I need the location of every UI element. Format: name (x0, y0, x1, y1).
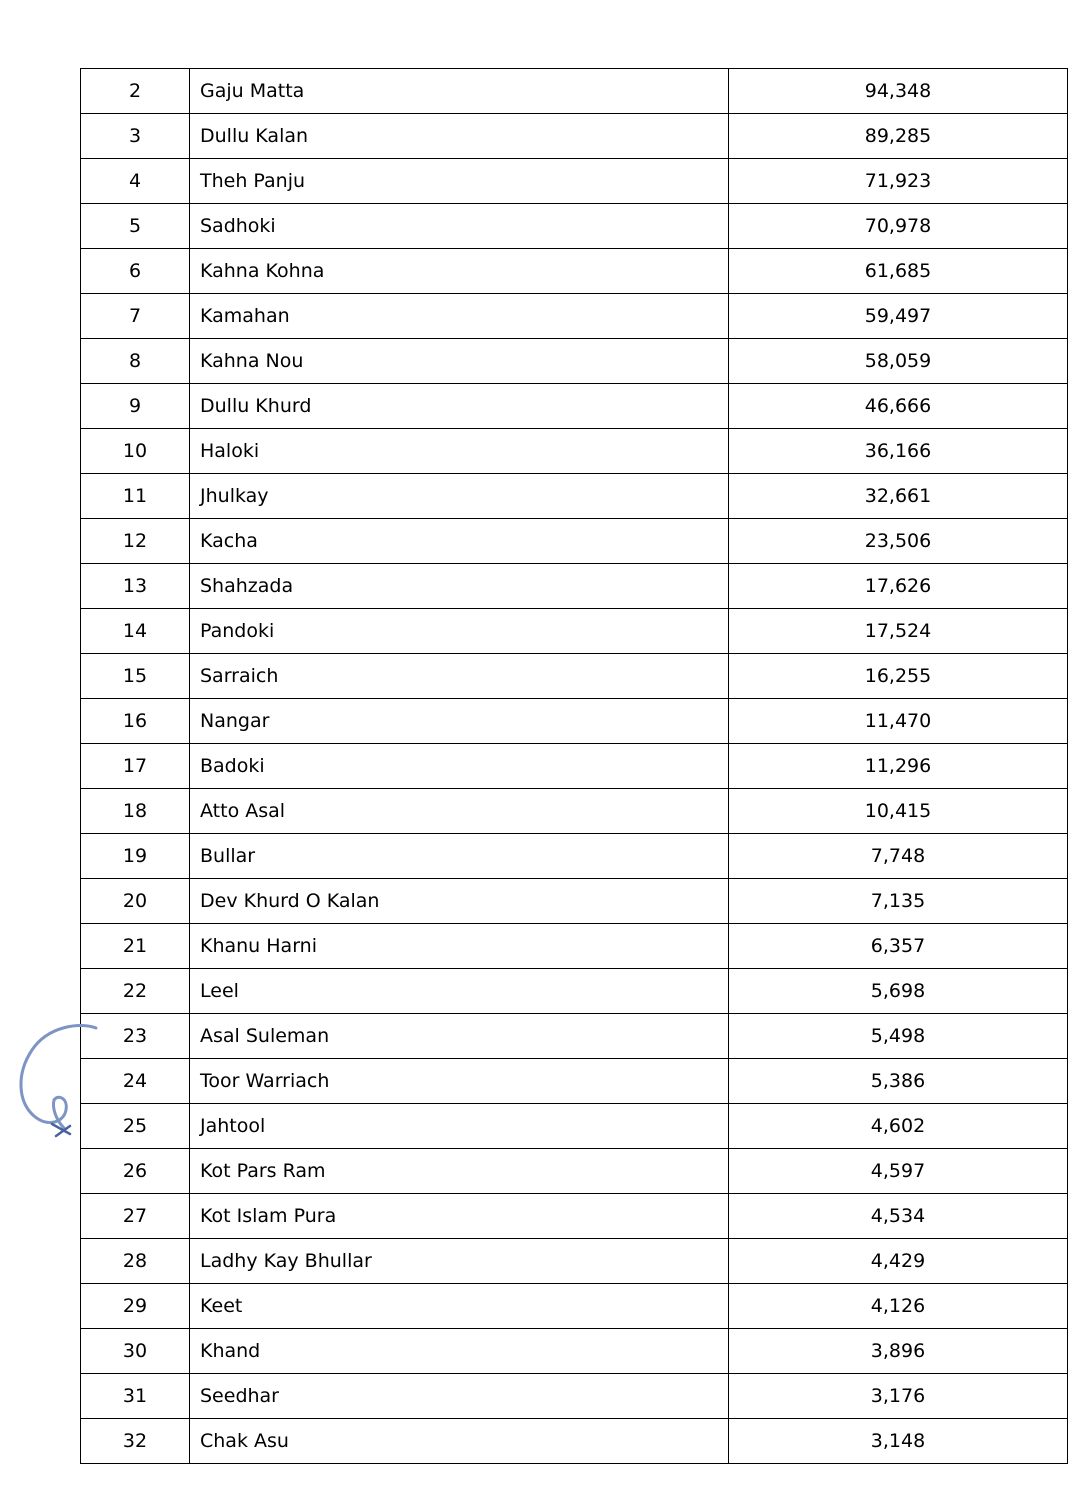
cell-rank: 32 (81, 1419, 190, 1464)
table-row (81, 609, 1068, 654)
cell-value: 4,534 (729, 1194, 1068, 1239)
cell-rank: 16 (81, 699, 190, 744)
cell-rank: 31 (81, 1374, 190, 1419)
cell-rank: 23 (81, 1014, 190, 1059)
cell-name: Dullu Kalan (190, 114, 729, 159)
cell-rank: 2 (81, 69, 190, 114)
table-row (81, 1014, 1068, 1059)
table-row (81, 744, 1068, 789)
cell-rank: 11 (81, 474, 190, 519)
table-row (81, 834, 1068, 879)
cell-rank: 17 (81, 744, 190, 789)
table-row (81, 1059, 1068, 1104)
cell-name: Jahtool (190, 1104, 729, 1149)
table-row (81, 1104, 1068, 1149)
cell-name: Seedhar (190, 1374, 729, 1419)
cell-rank: 15 (81, 654, 190, 699)
cell-name: Sarraich (190, 654, 729, 699)
cell-value: 11,470 (729, 699, 1068, 744)
table-row (81, 204, 1068, 249)
table-row (81, 1374, 1068, 1419)
cell-value: 59,497 (729, 294, 1068, 339)
cell-rank: 24 (81, 1059, 190, 1104)
cell-name: Pandoki (190, 609, 729, 654)
table-body (81, 69, 1068, 1464)
cell-value: 5,698 (729, 969, 1068, 1014)
cell-name: Sadhoki (190, 204, 729, 249)
cell-value: 16,255 (729, 654, 1068, 699)
cell-rank: 3 (81, 114, 190, 159)
table-row (81, 384, 1068, 429)
cell-value: 3,176 (729, 1374, 1068, 1419)
cell-name: Kacha (190, 519, 729, 564)
table-row (81, 474, 1068, 519)
cell-value: 4,126 (729, 1284, 1068, 1329)
cell-rank: 25 (81, 1104, 190, 1149)
cell-rank: 18 (81, 789, 190, 834)
cell-value: 11,296 (729, 744, 1068, 789)
cell-rank: 22 (81, 969, 190, 1014)
table-row (81, 654, 1068, 699)
cell-rank: 28 (81, 1239, 190, 1284)
cell-value: 23,506 (729, 519, 1068, 564)
table-row (81, 924, 1068, 969)
cell-name: Khanu Harni (190, 924, 729, 969)
cell-rank: 19 (81, 834, 190, 879)
cell-name: Asal Suleman (190, 1014, 729, 1059)
cell-name: Leel (190, 969, 729, 1014)
cell-name: Dev Khurd O Kalan (190, 879, 729, 924)
cell-name: Toor Warriach (190, 1059, 729, 1104)
data-table-container (80, 68, 1004, 1464)
cell-value: 61,685 (729, 249, 1068, 294)
cell-rank: 4 (81, 159, 190, 204)
cell-rank: 9 (81, 384, 190, 429)
cell-value: 7,748 (729, 834, 1068, 879)
cell-value: 3,148 (729, 1419, 1068, 1464)
cell-name: Bullar (190, 834, 729, 879)
table-row (81, 1239, 1068, 1284)
table-row (81, 249, 1068, 294)
table-row (81, 339, 1068, 384)
cell-name: Ladhy Kay Bhullar (190, 1239, 729, 1284)
cell-rank: 10 (81, 429, 190, 474)
table-row (81, 1329, 1068, 1374)
cell-value: 46,666 (729, 384, 1068, 429)
cell-rank: 5 (81, 204, 190, 249)
table-row (81, 789, 1068, 834)
cell-value: 94,348 (729, 69, 1068, 114)
table-row (81, 564, 1068, 609)
cell-name: Dullu Khurd (190, 384, 729, 429)
cell-rank: 30 (81, 1329, 190, 1374)
cell-rank: 13 (81, 564, 190, 609)
cell-rank: 6 (81, 249, 190, 294)
cell-name: Badoki (190, 744, 729, 789)
cell-value: 5,498 (729, 1014, 1068, 1059)
cell-value: 10,415 (729, 789, 1068, 834)
cell-value: 4,602 (729, 1104, 1068, 1149)
cell-name: Jhulkay (190, 474, 729, 519)
cell-name: Gaju Matta (190, 69, 729, 114)
cell-value: 70,978 (729, 204, 1068, 249)
cell-value: 7,135 (729, 879, 1068, 924)
cell-rank: 29 (81, 1284, 190, 1329)
table-row (81, 114, 1068, 159)
table-row (81, 429, 1068, 474)
data-table (80, 68, 1068, 1464)
table-row (81, 1419, 1068, 1464)
table-row (81, 519, 1068, 564)
cell-value: 36,166 (729, 429, 1068, 474)
cell-rank: 21 (81, 924, 190, 969)
cell-rank: 8 (81, 339, 190, 384)
table-row (81, 159, 1068, 204)
cell-name: Kot Pars Ram (190, 1149, 729, 1194)
cell-rank: 12 (81, 519, 190, 564)
table-row (81, 1284, 1068, 1329)
table-row (81, 1194, 1068, 1239)
cell-value: 71,923 (729, 159, 1068, 204)
cell-value: 32,661 (729, 474, 1068, 519)
cell-name: Khand (190, 1329, 729, 1374)
cell-value: 4,597 (729, 1149, 1068, 1194)
cell-value: 4,429 (729, 1239, 1068, 1284)
cell-rank: 7 (81, 294, 190, 339)
cell-name: Theh Panju (190, 159, 729, 204)
cell-value: 17,626 (729, 564, 1068, 609)
cell-name: Haloki (190, 429, 729, 474)
table-row (81, 69, 1068, 114)
cell-name: Kahna Nou (190, 339, 729, 384)
cell-name: Kamahan (190, 294, 729, 339)
cell-name: Chak Asu (190, 1419, 729, 1464)
cell-name: Keet (190, 1284, 729, 1329)
cell-value: 58,059 (729, 339, 1068, 384)
cell-value: 5,386 (729, 1059, 1068, 1104)
cell-name: Atto Asal (190, 789, 729, 834)
cell-name: Kot Islam Pura (190, 1194, 729, 1239)
table-row (81, 1149, 1068, 1194)
cell-value: 6,357 (729, 924, 1068, 969)
table-row (81, 969, 1068, 1014)
cell-name: Kahna Kohna (190, 249, 729, 294)
cell-rank: 26 (81, 1149, 190, 1194)
table-row (81, 879, 1068, 924)
cell-value: 89,285 (729, 114, 1068, 159)
cell-name: Shahzada (190, 564, 729, 609)
cell-value: 3,896 (729, 1329, 1068, 1374)
cell-rank: 14 (81, 609, 190, 654)
cell-rank: 27 (81, 1194, 190, 1239)
table-row (81, 294, 1068, 339)
cell-rank: 20 (81, 879, 190, 924)
table-row (81, 699, 1068, 744)
cell-name: Nangar (190, 699, 729, 744)
cell-value: 17,524 (729, 609, 1068, 654)
